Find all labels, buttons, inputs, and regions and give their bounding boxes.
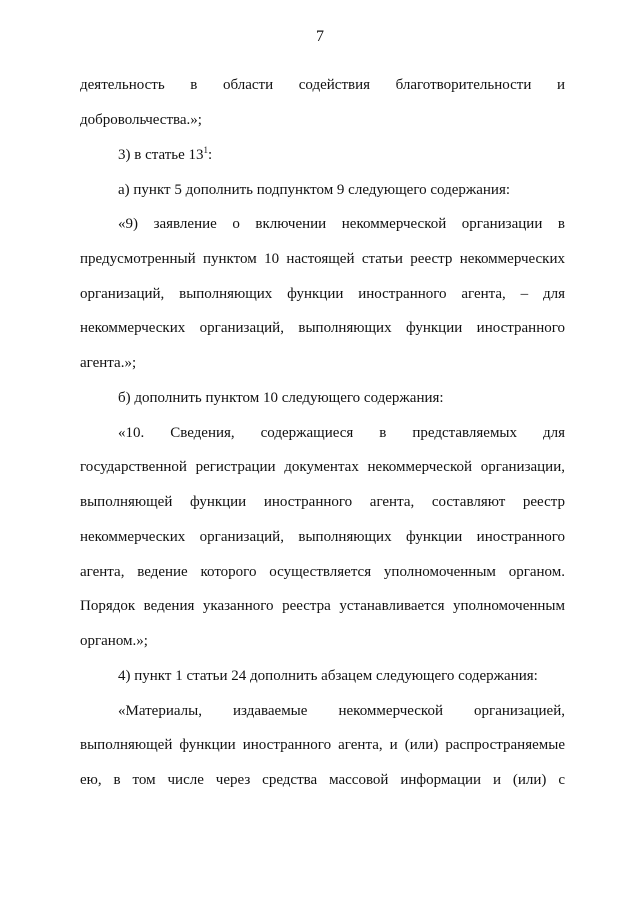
text-line: ею, в том числе через средства массовой информации и (или) с — [80, 772, 565, 788]
text-line: «Материалы, издаваемые некоммерческой организацией, — [118, 703, 565, 719]
text-line: агента, ведение которого осуществляется уполномоченным органом. — [80, 564, 565, 580]
colon: : — [208, 147, 213, 163]
text-line: органом.»; — [80, 633, 148, 649]
text-line: «10. Сведения, содержащиеся в представляемых для — [118, 425, 565, 441]
text-line: некоммерческих организаций, выполняющих функции иностранного — [80, 529, 565, 545]
text-line: агента.»; — [80, 355, 137, 371]
text-line: а) пункт 5 дополнить подпунктом 9 следующего содержания: — [118, 182, 511, 198]
text-line: предусмотренный пунктом 10 настоящей статьи реестр некоммерческих — [80, 251, 565, 267]
text-line: б) дополнить пунктом 10 следующего содержания: — [118, 390, 444, 406]
text-line: 4) пункт 1 статьи 24 дополнить абзацем следующего содержания: — [118, 668, 538, 684]
text-line: выполняющей функции иностранного агента, и (или) распространяемые — [80, 737, 565, 753]
text-line: добровольчества.»; — [80, 112, 202, 128]
text-line: некоммерческих организаций, выполняющих функции иностранного — [80, 320, 565, 336]
text-line: деятельность в области содействия благотворительности и — [80, 77, 565, 93]
text-line-heading — [118, 145, 565, 165]
page-number: 7 — [316, 28, 324, 45]
text-line: Порядок ведения указанного реестра устанавливается уполномоченным — [80, 598, 565, 614]
text-line: «9) заявление о включении некоммерческой организации в — [118, 216, 565, 232]
text-line: 3) в статье 13 — [118, 147, 204, 163]
text-line: выполняющей функции иностранного агента, составляют реестр — [80, 494, 565, 510]
superscript: 1 — [203, 145, 209, 155]
text-line: государственной регистрации документах некоммерческой организации, — [80, 459, 565, 475]
text-line: организаций, выполняющих функции иностранного агента, – для — [80, 286, 565, 302]
